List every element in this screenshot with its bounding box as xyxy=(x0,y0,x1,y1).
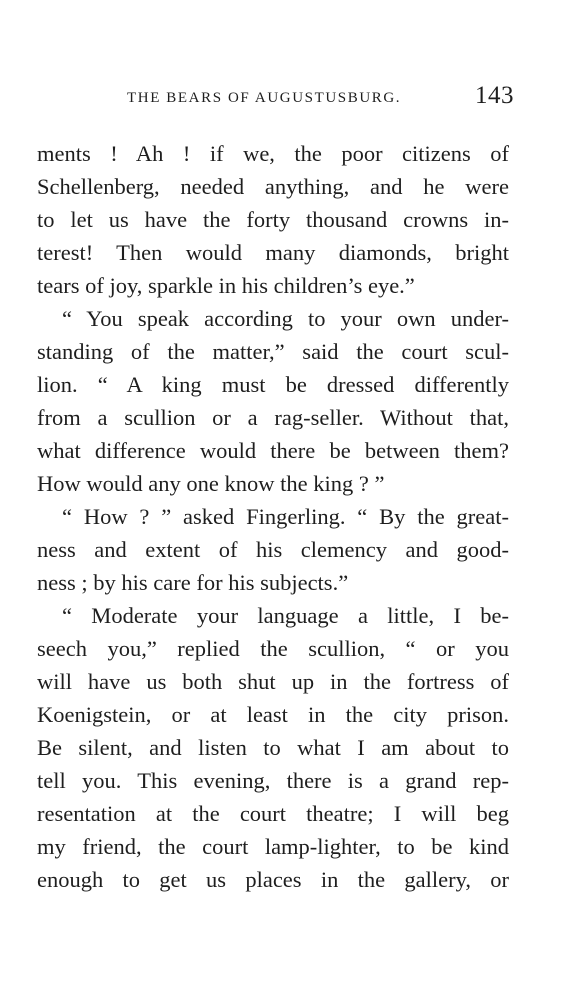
text-line: Koenigstein, or at least in the city prison. xyxy=(37,702,509,727)
text-line: Schellenberg, needed anything, and he were xyxy=(37,174,509,199)
text-line: ness and extent of his clemency and good- xyxy=(37,537,509,562)
running-head xyxy=(120,82,518,112)
text-line: my friend, the court lamp-lighter, to be kind xyxy=(37,834,509,859)
text-line: to let us have the forty thousand crowns in- xyxy=(37,207,509,232)
text-line: enough to get us places in the gallery, or xyxy=(37,867,509,892)
text-line: ments ! Ah ! if we, the poor citizens of xyxy=(37,141,509,166)
text-line: tell you. This evening, there is a grand rep- xyxy=(37,768,509,793)
text-line: seech you,” replied the scullion, “ or you xyxy=(37,636,509,661)
text-line: what difference would there be between them? xyxy=(37,438,509,463)
text-line: How would any one know the king ? ” xyxy=(37,471,385,496)
text-line: “ You speak according to your own under- xyxy=(62,306,509,331)
text-line: from a scullion or a rag-seller. Without that, xyxy=(37,405,509,430)
text-line: terest! Then would many diamonds, bright xyxy=(37,240,509,265)
text-line: tears of joy, sparkle in his children’s eye.” xyxy=(37,273,415,298)
text-line: Be silent, and listen to what I am about to xyxy=(37,735,509,760)
page-number: 143 xyxy=(475,82,514,109)
text-line: “ Moderate your language a little, I be- xyxy=(62,603,509,628)
text-line: standing of the matter,” said the court scul- xyxy=(37,339,509,364)
text-line: ness ; by his care for his subjects.” xyxy=(37,570,349,595)
running-title: THE BEARS OF AUGUSTUSBURG. xyxy=(127,90,402,106)
text-line: “ How ? ” asked Fingerling. “ By the great- xyxy=(62,504,509,529)
text-line: resentation at the court theatre; I will beg xyxy=(37,801,509,826)
text-line: will have us both shut up in the fortress of xyxy=(37,669,509,694)
text-line: lion. “ A king must be dressed differently xyxy=(37,372,509,397)
